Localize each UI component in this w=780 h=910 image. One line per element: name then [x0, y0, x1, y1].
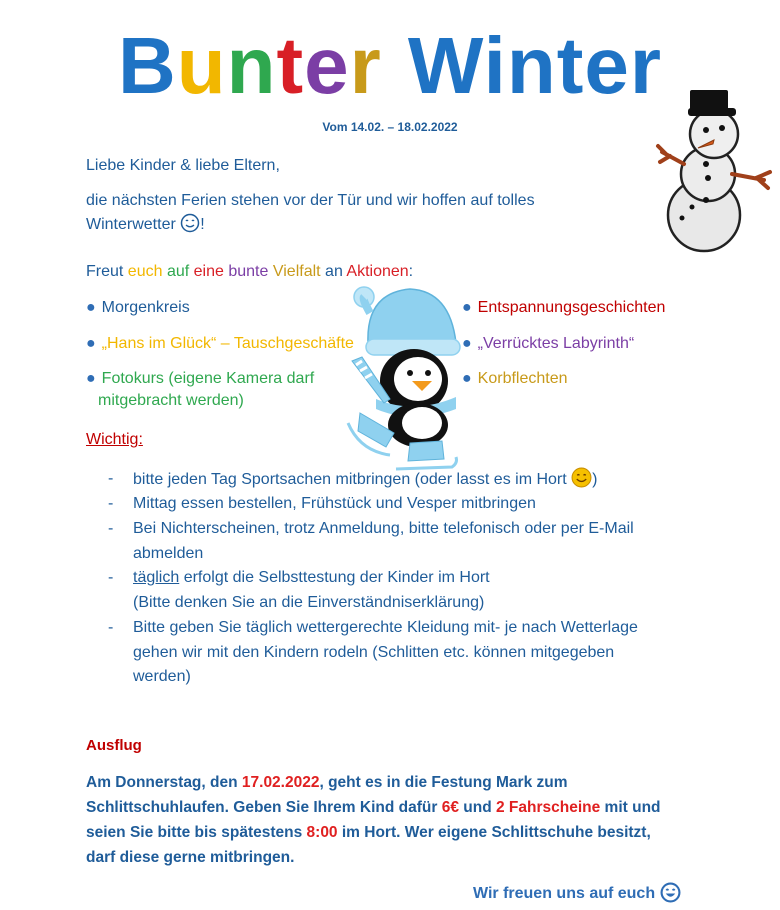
- heading-word: auf: [166, 263, 190, 280]
- activity-item: [86, 333, 354, 355]
- smile-emoji-icon: [571, 467, 592, 488]
- activity-label: „Verrücktes Labyrinth“: [477, 335, 635, 352]
- closing-line: [473, 882, 681, 903]
- greeting: Liebe Kinder & liebe Eltern,: [86, 157, 280, 174]
- title-word-bunter: [118, 18, 382, 114]
- activities-heading: [86, 260, 413, 284]
- trip-money: 6€: [441, 799, 459, 816]
- intro-paragraph: [86, 189, 646, 237]
- title-letter: n: [226, 21, 277, 110]
- important-text: Mittag essen bestellen, Frühstück und Vesper mitbringen: [133, 495, 536, 512]
- happy-face-icon: [660, 882, 681, 903]
- title-word-winter: Winter: [407, 21, 662, 110]
- intro-end: !: [200, 216, 205, 233]
- trip-time: 8:00: [306, 824, 338, 841]
- activity-label: Entspannungsgeschichten: [477, 299, 666, 316]
- activity-label: Korbflechten: [477, 370, 568, 387]
- activity-item: [86, 297, 190, 319]
- smile-icon: [180, 213, 200, 233]
- bullet-dot: ●: [86, 299, 96, 316]
- activity-item: [462, 297, 665, 319]
- activity-item: [462, 333, 634, 355]
- intro-line-1: die nächsten Ferien stehen vor der Tür und wir hoffen auf tolles: [86, 192, 535, 209]
- important-text: Bei Nichterscheinen, trotz Anmeldung, bitte telefonisch oder per E-Mail: [133, 520, 634, 537]
- bullet-dot: ●: [86, 335, 96, 352]
- title-letter: e: [304, 21, 350, 110]
- important-emphasis: täglich: [133, 569, 180, 586]
- penguin-skater-illustration: [340, 283, 470, 478]
- intro-line-2: Winterwetter: [86, 216, 176, 233]
- heading-word: Vielfalt: [272, 263, 321, 280]
- title-letter: u: [176, 21, 227, 110]
- important-text: bitte jeden Tag Sportsachen mitbringen (oder lasst es im Hort: [133, 471, 567, 488]
- heading-word: bunte: [228, 263, 269, 280]
- title-letter: B: [118, 21, 177, 110]
- heading-word: an: [325, 263, 343, 280]
- date-range: Vom 14.02. – 18.02.2022: [322, 120, 458, 134]
- activity-item: [462, 368, 568, 390]
- trip-tickets: 2 Fahrscheine: [495, 799, 601, 816]
- title-letter: t: [276, 21, 305, 110]
- bullet-dot: ●: [462, 370, 472, 387]
- heading-word: Freut: [86, 263, 124, 280]
- activity-label-cont: mitgebracht werden): [98, 392, 244, 409]
- important-heading: Wichtig:: [86, 431, 143, 448]
- title-letter: r: [349, 21, 382, 110]
- activity-label: Fotokurs (eigene Kamera darf: [101, 370, 315, 387]
- heading-word: euch: [127, 263, 163, 280]
- trip-date: 17.02.2022: [241, 774, 320, 791]
- closing-text: Wir freuen uns auf euch: [473, 885, 656, 902]
- heading-word: :: [408, 263, 414, 280]
- heading-word: Aktionen: [346, 263, 409, 280]
- heading-word: eine: [193, 263, 224, 280]
- bullet-dot: ●: [462, 335, 472, 352]
- activity-item: [86, 368, 346, 412]
- trip-paragraph: Am Donnerstag, den 17.02.2022, geht es in die Festung Mark zum Schlittschuhlaufen. Geben Sie Ihrem Kind dafür 6€ und 2 Fahrscheine mit und seien Sie bitte bis spätestens 8:00 im Hort. Wer eigene Schlittschuhe besitzt, darf diese gerne mitbringen.: [86, 774, 661, 866]
- important-text: Bitte geben Sie täglich wettergerechte Kleidung mit- je nach Wetterlage: [133, 619, 638, 636]
- bullet-dot: ●: [86, 370, 96, 387]
- trip-heading: Ausflug: [86, 737, 142, 754]
- snowman-illustration: [652, 82, 778, 254]
- activity-label: Morgenkreis: [101, 299, 190, 316]
- bullet-dot: ●: [462, 299, 472, 316]
- activity-label: „Hans im Glück“ – Tauschgeschäfte: [101, 335, 354, 352]
